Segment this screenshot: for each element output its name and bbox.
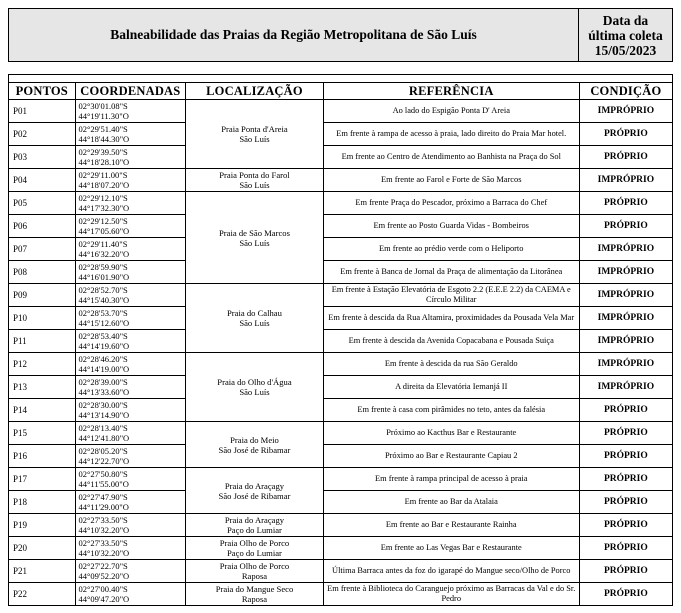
table-row <box>9 307 673 330</box>
ponto-cell: P07 <box>9 238 76 261</box>
condicao-cell: IMPRÓPRIO <box>579 330 672 353</box>
table-body <box>9 100 673 606</box>
coordenadas-cell: 02°28'53.40"S 44°14'19.60"O <box>75 330 186 353</box>
coordenadas-cell: 02°29'12.10"S 44°17'32.30"O <box>75 192 186 215</box>
ponto-cell: P12 <box>9 353 76 376</box>
coordenadas-cell: 02°28'30.00"S 44°13'14.90"O <box>75 399 186 422</box>
table-row <box>9 468 673 491</box>
ponto-cell: P02 <box>9 123 76 146</box>
coordenadas-cell: 02°29'39.50"S 44°18'28.10"O <box>75 146 186 169</box>
localizacao-cell: Praia do Meio São José de Ribamar <box>186 422 324 468</box>
localizacao-cell: Praia Ponta do Farol São Luís <box>186 169 324 192</box>
header-table <box>8 8 673 62</box>
referencia-cell: Ao lado do Espigão Ponta D' Areia <box>323 100 579 123</box>
ponto-cell: P10 <box>9 307 76 330</box>
column-header-row <box>9 83 673 100</box>
coordenadas-cell: 02°28'13.40"S 44°12'41.80"O <box>75 422 186 445</box>
condicao-cell: PRÓPRIO <box>579 491 672 514</box>
referencia-cell: Próximo ao Kacthus Bar e Restaurante <box>323 422 579 445</box>
referencia-cell: Em frente ao Bar da Atalaia <box>323 491 579 514</box>
localizacao-cell: Praia do Mangue Seco Raposa <box>186 583 324 606</box>
table-row <box>9 146 673 169</box>
referencia-cell: Em frente ao prédio verde com o Heliporto <box>323 238 579 261</box>
date-header-line-3: 15/05/2023 <box>594 42 657 58</box>
referencia-cell: Em frente à casa com pirâmides no teto, antes da falésia <box>323 399 579 422</box>
last-collection-date-header <box>579 9 673 62</box>
ponto-cell: P15 <box>9 422 76 445</box>
referencia-cell: Em frente à descida da Avenida Copacabana e Pousada Suiça <box>323 330 579 353</box>
col-header-localizacao: LOCALIZAÇÃO <box>186 83 324 100</box>
referencia-cell: Em frente ao Posto Guarda Vidas - Bombeiros <box>323 215 579 238</box>
table-row <box>9 445 673 468</box>
date-header-line-1: Data da <box>602 12 649 28</box>
table-row <box>9 491 673 514</box>
ponto-cell: P11 <box>9 330 76 353</box>
document-title: Balneabilidade das Praias da Região Metropolitana de São Luís <box>9 9 579 62</box>
table-row <box>9 215 673 238</box>
coordenadas-cell: 02°28'39.00"S 44°13'33.60"O <box>75 376 186 399</box>
coordenadas-cell: 02°27'33.50"S 44°10'32.20"O <box>75 514 186 537</box>
referencia-cell: Em frente Praça do Pescador, próximo a Barraca do Chef <box>323 192 579 215</box>
condicao-cell: IMPRÓPRIO <box>579 100 672 123</box>
condicao-cell: PRÓPRIO <box>579 560 672 583</box>
ponto-cell: P22 <box>9 583 76 606</box>
table-row <box>9 537 673 560</box>
condicao-cell: IMPRÓPRIO <box>579 284 672 307</box>
referencia-cell: Em frente à rampa de acesso à praia, lado direito do Praia Mar hotel. <box>323 123 579 146</box>
coordenadas-cell: 02°27'47.90"S 44°11'29.00"O <box>75 491 186 514</box>
coordenadas-cell: 02°29'11.40"S 44°16'32.20"O <box>75 238 186 261</box>
condicao-cell: PRÓPRIO <box>579 514 672 537</box>
ponto-cell: P21 <box>9 560 76 583</box>
ponto-cell: P20 <box>9 537 76 560</box>
spacer-row <box>9 75 673 83</box>
table-row <box>9 238 673 261</box>
col-header-coordenadas: COORDENADAS <box>75 83 186 100</box>
referencia-cell: Em frente ao Bar e Restaurante Rainha <box>323 514 579 537</box>
condicao-cell: PRÓPRIO <box>579 445 672 468</box>
coordenadas-cell: 02°28'46.20"S 44°14'19.00"O <box>75 353 186 376</box>
col-header-referencia: REFERÊNCIA <box>323 83 579 100</box>
condicao-cell: PRÓPRIO <box>579 215 672 238</box>
table-row <box>9 192 673 215</box>
referencia-cell: Em frente à descida da Rua Altamira, proximidades da Pousada Vela Mar <box>323 307 579 330</box>
coordenadas-cell: 02°29'12.50"S 44°17'05.60"O <box>75 215 186 238</box>
condicao-cell: IMPRÓPRIO <box>579 238 672 261</box>
table-row <box>9 100 673 123</box>
condicao-cell: IMPRÓPRIO <box>579 261 672 284</box>
table-row <box>9 123 673 146</box>
ponto-cell: P13 <box>9 376 76 399</box>
ponto-cell: P18 <box>9 491 76 514</box>
coordenadas-cell: 02°28'52.70"S 44°15'40.30"O <box>75 284 186 307</box>
referencia-cell: Em frente à Biblioteca do Caranguejo próximo as Barracas da Val e do Sr. Pedro <box>323 583 579 606</box>
beaches-table <box>8 74 673 606</box>
localizacao-cell: Praia do Olho d'Água São Luís <box>186 353 324 422</box>
localizacao-cell: Praia Olho de Porco Paço do Lumiar <box>186 537 324 560</box>
ponto-cell: P17 <box>9 468 76 491</box>
referencia-cell: Em frente à descida da rua São Geraldo <box>323 353 579 376</box>
coordenadas-cell: 02°27'00.40"S 44°09'47.20"O <box>75 583 186 606</box>
table-row <box>9 284 673 307</box>
condicao-cell: PRÓPRIO <box>579 146 672 169</box>
referencia-cell: Em frente ao Las Vegas Bar e Restaurante <box>323 537 579 560</box>
ponto-cell: P06 <box>9 215 76 238</box>
ponto-cell: P04 <box>9 169 76 192</box>
ponto-cell: P19 <box>9 514 76 537</box>
ponto-cell: P14 <box>9 399 76 422</box>
condicao-cell: IMPRÓPRIO <box>579 169 672 192</box>
table-row <box>9 422 673 445</box>
condicao-cell: PRÓPRIO <box>579 123 672 146</box>
table-row <box>9 376 673 399</box>
condicao-cell: IMPRÓPRIO <box>579 376 672 399</box>
table-row <box>9 169 673 192</box>
col-header-pontos: PONTOS <box>9 83 76 100</box>
referencia-cell: Em frente ao Farol e Forte de São Marcos <box>323 169 579 192</box>
table-row <box>9 399 673 422</box>
ponto-cell: P03 <box>9 146 76 169</box>
localizacao-cell: Praia Olho de Porco Raposa <box>186 560 324 583</box>
table-row <box>9 330 673 353</box>
condicao-cell: PRÓPRIO <box>579 468 672 491</box>
coordenadas-cell: 02°29'51.40"S 44°18'44.30"O <box>75 123 186 146</box>
coordenadas-cell: 02°30'01.08"S 44°19'11.30"O <box>75 100 186 123</box>
table-row <box>9 583 673 606</box>
table-row <box>9 353 673 376</box>
ponto-cell: P01 <box>9 100 76 123</box>
col-header-condicao: CONDIÇÃO <box>579 83 672 100</box>
condicao-cell: PRÓPRIO <box>579 192 672 215</box>
referencia-cell: Em frente à Estação Elevatória de Esgoto 2.2 (E.E.E 2.2) da CAEMA e Círculo Militar <box>323 284 579 307</box>
coordenadas-cell: 02°28'05.20"S 44°12'22.70"O <box>75 445 186 468</box>
referencia-cell: Em frente ao Centro de Atendimento ao Banhista na Praça do Sol <box>323 146 579 169</box>
coordenadas-cell: 02°28'59.90"S 44°16'01.90"O <box>75 261 186 284</box>
table-row <box>9 514 673 537</box>
localizacao-cell: Praia de São Marcos São Luís <box>186 192 324 284</box>
ponto-cell: P16 <box>9 445 76 468</box>
referencia-cell: A direita da Elevatória Iemanjá II <box>323 376 579 399</box>
table-row <box>9 261 673 284</box>
condicao-cell: IMPRÓPRIO <box>579 307 672 330</box>
coordenadas-cell: 02°27'22.70"S 44°09'52.20"O <box>75 560 186 583</box>
condicao-cell: PRÓPRIO <box>579 537 672 560</box>
coordenadas-cell: 02°28'53.70"S 44°15'12.60"O <box>75 307 186 330</box>
referencia-cell: Em frente à rampa principal de acesso à praia <box>323 468 579 491</box>
localizacao-cell: Praia Ponta d'Areia São Luís <box>186 100 324 169</box>
coordenadas-cell: 02°27'50.80"S 44°11'55.00"O <box>75 468 186 491</box>
localizacao-cell: Praia do Calhau São Luís <box>186 284 324 353</box>
localizacao-cell: Praia do Araçagy Paço do Lumiar <box>186 514 324 537</box>
referencia-cell: Em frente à Banca de Jornal da Praça de alimentação da Litorânea <box>323 261 579 284</box>
referencia-cell: Próximo ao Bar e Restaurante Capiau 2 <box>323 445 579 468</box>
ponto-cell: P05 <box>9 192 76 215</box>
ponto-cell: P08 <box>9 261 76 284</box>
coordenadas-cell: 02°29'11.00"S 44°18'07.20"O <box>75 169 186 192</box>
localizacao-cell: Praia do Araçagy São José de Ribamar <box>186 468 324 514</box>
referencia-cell: Última Barraca antes da foz do igarapé do Mangue seco/Olho de Porco <box>323 560 579 583</box>
condicao-cell: PRÓPRIO <box>579 583 672 606</box>
coordenadas-cell: 02°27'33.50"S 44°10'32.20"O <box>75 537 186 560</box>
ponto-cell: P09 <box>9 284 76 307</box>
date-header-line-2: última coleta <box>588 27 663 43</box>
condicao-cell: PRÓPRIO <box>579 422 672 445</box>
condicao-cell: PRÓPRIO <box>579 399 672 422</box>
condicao-cell: IMPRÓPRIO <box>579 353 672 376</box>
table-row <box>9 560 673 583</box>
